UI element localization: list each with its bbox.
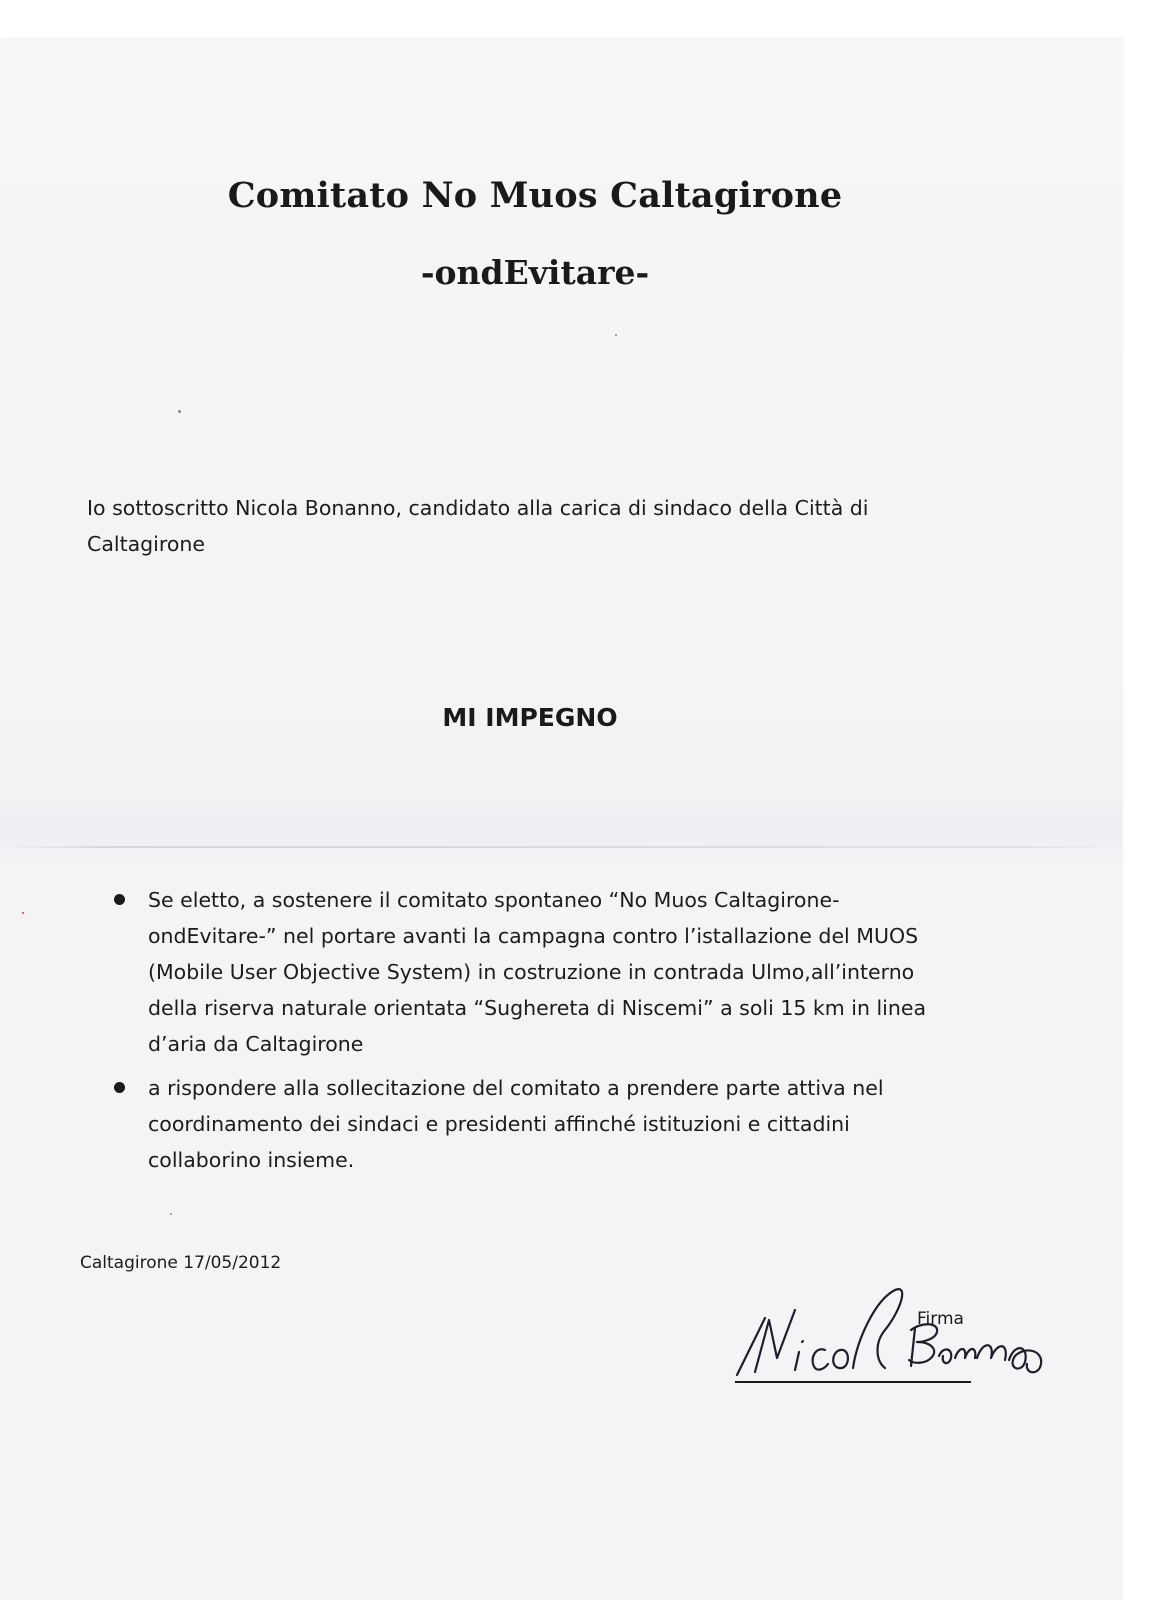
- document-subtitle: -ondEvitare-: [420, 253, 650, 292]
- signature-label: Firma: [917, 1309, 964, 1329]
- intro-paragraph: Io sottoscritto Nicola Bonanno, candidato alla carica di sindaco della Città di Caltagirone: [87, 496, 869, 556]
- bullet-icon: [114, 894, 125, 905]
- fold-crease: [0, 846, 1122, 848]
- commitment-heading: MI IMPEGNO: [442, 703, 618, 732]
- list-item: [110, 882, 950, 1062]
- signature-line: [735, 1381, 971, 1383]
- list-item: [110, 1070, 950, 1178]
- document-title: Comitato No Muos Caltagirone: [227, 175, 843, 216]
- place-date: Caltagirone 17/05/2012: [80, 1253, 282, 1273]
- paper-speck: [178, 410, 181, 413]
- list-item-text: Se eletto, a sostenere il comitato spontaneo “No Muos Caltagirone-ondEvitare-” nel portare avanti la campagna contro l’istallazione del MUOS (Mobile User Objective System) in costruzione in contrada Ulmo,all’interno della riserva naturale orientata “Sughereta di Niscemi” a soli 15 km in linea d’aria da Caltagirone: [148, 888, 927, 1056]
- bullet-icon: [114, 1082, 125, 1093]
- paper-speck: [22, 912, 24, 914]
- paper-speck: [615, 334, 617, 336]
- paper-speck: [170, 1213, 172, 1215]
- commitment-list: [110, 882, 950, 1186]
- list-item-text: a rispondere alla sollecitazione del comitato a prendere parte attiva nel coordinamento dei sindaci e presidenti affinché istituzioni e cittadini collaborino insieme.: [148, 1076, 884, 1172]
